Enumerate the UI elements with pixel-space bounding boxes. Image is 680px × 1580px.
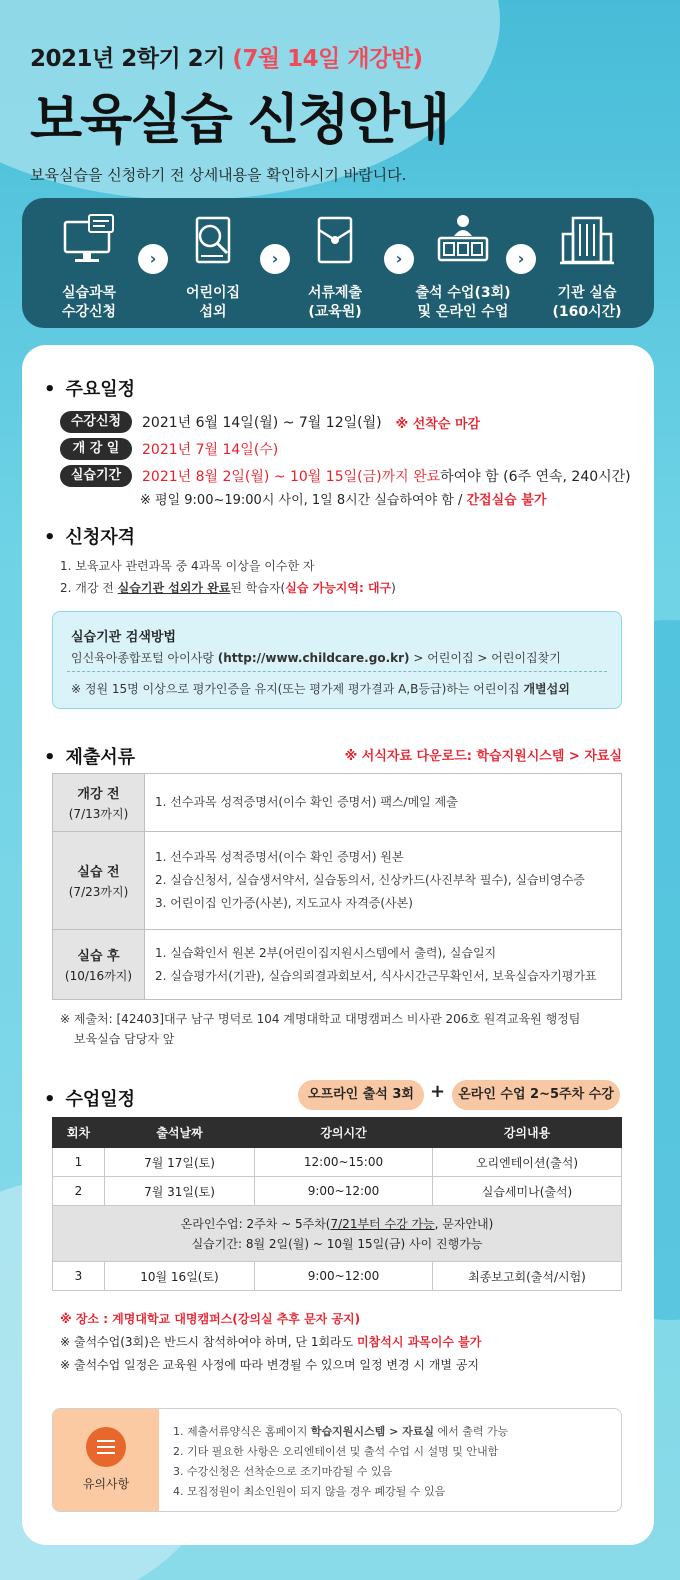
doc-item: 1. 실습확인서 원본 2부(어린이집지원시스템에서 출력), 실습일지 <box>155 945 497 960</box>
search-method-path <box>71 649 561 666</box>
page-title: 보육실습 신청안내 <box>30 88 449 151</box>
plus-sign: + <box>430 1081 446 1102</box>
childcare-link[interactable]: (http://www.childcare.go.kr) <box>217 651 410 665</box>
doc-head: 개강 전 <box>77 787 120 802</box>
step-enroll <box>34 212 144 322</box>
chevron-right-icon: › <box>138 244 168 274</box>
notice-bold: 학습지원시스템 > 자료실 <box>310 1425 435 1438</box>
table-row <box>53 774 622 832</box>
location-warning: ※ 장소 : 계명대학교 대명캠퍼스(강의실 추후 문자 공지) <box>60 1312 361 1326</box>
chevron-right-icon: › <box>384 244 414 274</box>
lead-text: 보육실습을 신청하기 전 상세내용을 확인하시기 바랍니다. <box>30 166 407 184</box>
table-cell: 9:00~12:00 <box>255 1177 433 1206</box>
step-label: (교육원) <box>308 304 362 320</box>
table-cell: 최종보고회(출석/시험) <box>433 1262 622 1291</box>
list-item: 2. 기타 필요한 사항은 오리엔테이션 및 출석 수업 시 설명 및 안내함 <box>173 1445 499 1458</box>
doc-row-items <box>145 832 622 930</box>
search-method-box <box>52 611 622 709</box>
section-title-documents: • 제출서류 <box>44 743 135 769</box>
address-line: 보육실습 담당자 앞 <box>74 1032 175 1046</box>
online-info-cell <box>53 1206 622 1262</box>
step-label: 실습과목 <box>61 285 117 301</box>
warn-red: 미참석시 과목이수 불가 <box>357 1335 482 1349</box>
section-title-schedule: • 주요일정 <box>44 375 135 401</box>
step-label: 수강신청 <box>61 304 117 320</box>
doc-row-items <box>145 930 622 1000</box>
doc-item: 2. 실습신청서, 실습생서약서, 실습동의서, 신상카드(사진부착 필수), 실습비영수증 <box>155 873 585 887</box>
notice-text: 1. 제출서류양식은 홈페이지 <box>173 1425 311 1438</box>
q2-region: 실습 가능지역: 대구 <box>285 581 392 595</box>
practice-rest: 하여야 함 (6주 연속, 240시간) <box>440 469 631 485</box>
notice-box <box>52 1408 622 1512</box>
step-label: 기관 실습 <box>557 285 617 301</box>
table-cell: 3 <box>53 1262 105 1291</box>
schedule-enroll-row <box>60 411 480 433</box>
practice-value: 2021년 8월 2일(월) ~ 10월 15일(금)까지 완료 <box>142 469 441 485</box>
table-cell: 7월 31일(토) <box>105 1177 255 1206</box>
search-document-icon <box>183 212 243 270</box>
column-header: 회차 <box>53 1118 105 1148</box>
step-documents <box>280 212 390 322</box>
step-label: 서류제출 <box>307 285 363 301</box>
schedule-change-warning: ※ 출석수업 일정은 교육원 사정에 따라 변경될 수 있으며 일정 변경 시 개별 공지 <box>60 1358 479 1372</box>
divider <box>67 671 607 672</box>
step-label: 섭외 <box>199 304 227 320</box>
doc-row-head <box>53 774 145 832</box>
table-cell: 10월 16일(토) <box>105 1262 255 1291</box>
open-value: 2021년 7월 14일(수) <box>142 442 279 458</box>
building-icon <box>557 212 617 270</box>
q2-text: 2. 개강 전 <box>60 581 118 595</box>
doc-row-items <box>145 774 622 832</box>
qualification-item-1: 1. 보육교사 관련과목 중 4과목 이상을 이수한 자 <box>60 559 315 573</box>
computer-icon <box>59 212 119 270</box>
download-link[interactable]: ※ 서식자료 다운로드: 학습지원시스템 > 자료실 <box>344 749 622 764</box>
step-label: 및 온라인 수업 <box>417 304 509 320</box>
submission-address <box>60 1009 580 1049</box>
search-method-note <box>71 680 570 697</box>
step-label: 출석 수업(3회) <box>415 285 511 301</box>
table-row <box>53 1262 622 1291</box>
table-cell: 9:00~12:00 <box>255 1262 433 1291</box>
attendance-warning <box>60 1333 481 1350</box>
notice-text: 에서 출력 가능 <box>434 1425 509 1438</box>
table-cell: 실습세미나(출석) <box>433 1177 622 1206</box>
list-item: 4. 모집정원이 최소인원이 되지 않을 경우 폐강될 수 있음 <box>173 1485 446 1498</box>
lecture-icon <box>433 212 493 270</box>
table-row <box>53 1177 622 1206</box>
step-daycare <box>158 212 268 322</box>
notice-label: 유의사항 <box>82 1477 130 1491</box>
open-pill: 개 강 일 <box>60 438 132 460</box>
table-cell: 12:00~15:00 <box>255 1148 433 1177</box>
subtitle <box>30 40 448 73</box>
class-schedule-table <box>52 1117 622 1291</box>
note-bold: 개별섭외 <box>523 682 570 696</box>
menu-icon <box>86 1427 126 1467</box>
content-card <box>22 345 654 1545</box>
path-text: > 어린이집 > 어린이집찾기 <box>409 651 561 665</box>
table-row <box>53 930 622 1000</box>
process-bar <box>22 198 654 328</box>
enroll-value: 2021년 6월 14일(월) ~ 7월 12일(월) <box>142 415 382 431</box>
column-header: 강의내용 <box>433 1118 622 1148</box>
doc-deadline: (7/23까지) <box>68 885 129 899</box>
doc-item: 1. 선수과목 성적증명서(이수 확인 증명서) 팩스/메일 제출 <box>155 795 458 809</box>
practice-note-text: ※ 평일 9:00~19:00시 사이, 1일 8시간 실습하여야 함 / <box>140 493 467 508</box>
q2-underline: 실습기관 섭외가 완료 <box>117 581 231 595</box>
warn-text: ※ 출석수업(3회)은 반드시 참석하여야 하며, 단 1회라도 <box>60 1335 358 1349</box>
documents-table <box>52 773 622 1000</box>
practice-note-warning: 간접실습 불가 <box>466 493 547 508</box>
step-attendance <box>408 212 518 322</box>
schedule-practice-row <box>60 465 631 487</box>
table-cell: 오리엔테이션(출석) <box>433 1148 622 1177</box>
subtitle-text: 2021년 2학기 2기 <box>30 46 233 72</box>
enroll-note: ※ 선착순 마감 <box>395 416 481 432</box>
table-cell: 7월 17일(토) <box>105 1148 255 1177</box>
chevron-right-icon: › <box>260 244 290 274</box>
address-line: ※ 제출처: [42403]대구 남구 명덕로 104 계명대학교 대명캠퍼스 비사관 206호 원격교육원 행정팀 <box>60 1012 581 1026</box>
subtitle-date: (7월 14일 개강반) <box>232 46 423 72</box>
list-item: 3. 수강신청은 선착순으로 조기마감될 수 있음 <box>173 1465 393 1478</box>
doc-deadline: (7/13까지) <box>68 807 129 821</box>
notice-list <box>173 1422 508 1502</box>
step-institution <box>532 212 642 322</box>
header <box>30 40 448 185</box>
column-header: 출석날짜 <box>105 1118 255 1148</box>
online-text-underline: 7/21부터 수강 가능 <box>330 1216 435 1231</box>
enroll-pill: 수강신청 <box>60 411 132 433</box>
doc-item: 3. 어린이집 인가증(사본), 지도교사 자격증(사본) <box>155 896 413 910</box>
doc-row-head <box>53 930 145 1000</box>
q2-text: 된 학습자( <box>230 581 286 595</box>
section-title-classes: • 수업일정 <box>44 1085 135 1111</box>
doc-item: 1. 선수과목 성적증명서(이수 확인 증명서) 원본 <box>155 850 404 864</box>
table-header-row <box>53 1118 622 1148</box>
notice-side <box>53 1409 159 1512</box>
doc-row-head <box>53 832 145 930</box>
doc-head: 실습 전 <box>77 865 120 880</box>
step-label: (160시간) <box>552 304 622 320</box>
offline-badge: 오프라인 출석 3회 <box>298 1080 424 1110</box>
note-text: ※ 정원 15명 이상으로 평가인증을 유지(또는 평가제 평가결과 A,B등급)하는 어린이집 <box>71 682 524 696</box>
table-cell: 1 <box>53 1148 105 1177</box>
step-label: 어린이집 <box>185 285 241 301</box>
practice-pill: 실습기간 <box>60 465 132 487</box>
search-method-title: 실습기관 검색방법 <box>71 630 176 645</box>
online-period: 실습기간: 8월 2일(월) ~ 10월 15일(금) 사이 진행가능 <box>191 1236 483 1251</box>
table-cell: 2 <box>53 1177 105 1206</box>
schedule-open-row <box>60 438 278 460</box>
online-badge: 온라인 수업 2~5주차 수강 <box>452 1080 620 1110</box>
table-row <box>53 832 622 930</box>
practice-note <box>140 489 546 508</box>
section-title-qualification: • 신청자격 <box>44 523 135 549</box>
q2-text: ) <box>391 581 396 595</box>
column-header: 강의시간 <box>255 1118 433 1148</box>
list-item <box>173 1422 508 1442</box>
doc-head: 실습 후 <box>77 949 120 964</box>
chevron-right-icon: › <box>506 244 536 274</box>
path-text: 임신육아종합포털 아이사랑 <box>71 651 218 665</box>
online-text: , 문자안내) <box>434 1216 494 1231</box>
table-row-online <box>53 1206 622 1262</box>
envelope-icon <box>305 212 365 270</box>
table-row <box>53 1148 622 1177</box>
doc-deadline: (10/16까지) <box>64 969 133 983</box>
doc-item: 2. 실습평가서(기관), 실습의뢰결과회보서, 식사시간근무확인서, 보육실습자기평가표 <box>155 968 597 983</box>
online-text: 온라인수업: 2주차 ~ 5주차( <box>180 1216 331 1231</box>
qualification-item-2 <box>60 579 396 596</box>
